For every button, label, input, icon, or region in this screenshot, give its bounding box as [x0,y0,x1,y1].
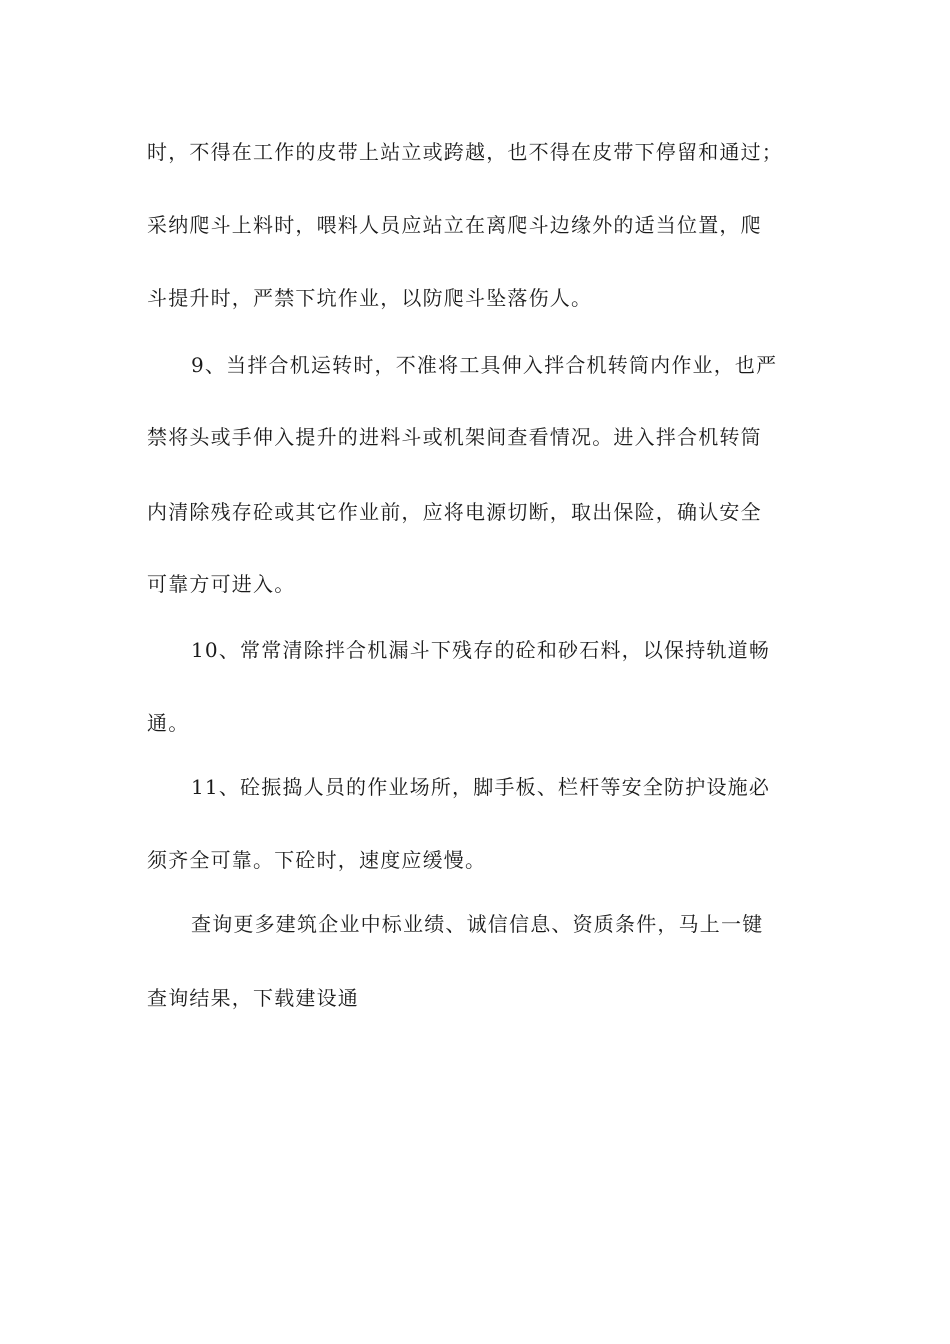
text-line: 须齐全可靠。下砼时，速度应缓慢。 [147,848,487,872]
text-line: 内清除残存砼或其它作业前，应将电源切断，取出保险，确认安全 [147,500,762,524]
text-line: 斗提升时，严禁下坑作业，以防爬斗坠落伤人。 [147,286,593,310]
text-line: 可靠方可进入。 [147,572,296,596]
text-line: 查询更多建筑企业中标业绩、诚信信息、资质条件，马上一键 [191,912,764,936]
text-line: 10、常常清除拌合机漏斗下残存的砼和砂石料，以保持轨道畅 [191,638,771,662]
text-line: 采纳爬斗上料时，喂料人员应站立在离爬斗边缘外的适当位置，爬 [147,213,762,237]
text-line: 禁将头或手伸入提升的进料斗或机架间查看情况。进入拌合机转筒 [147,425,762,449]
text-line: 通。 [147,711,190,735]
text-line: 9、当拌合机运转时，不准将工具伸入拌合机转筒内作业，也严 [191,353,778,377]
text-line: 时，不得在工作的皮带上站立或跨越，也不得在皮带下停留和通过； [147,140,783,164]
text-line: 查询结果，下载建设通 [147,986,359,1010]
text-line: 11、砼振捣人员的作业场所，脚手板、栏杆等安全防护设施必 [191,775,771,799]
